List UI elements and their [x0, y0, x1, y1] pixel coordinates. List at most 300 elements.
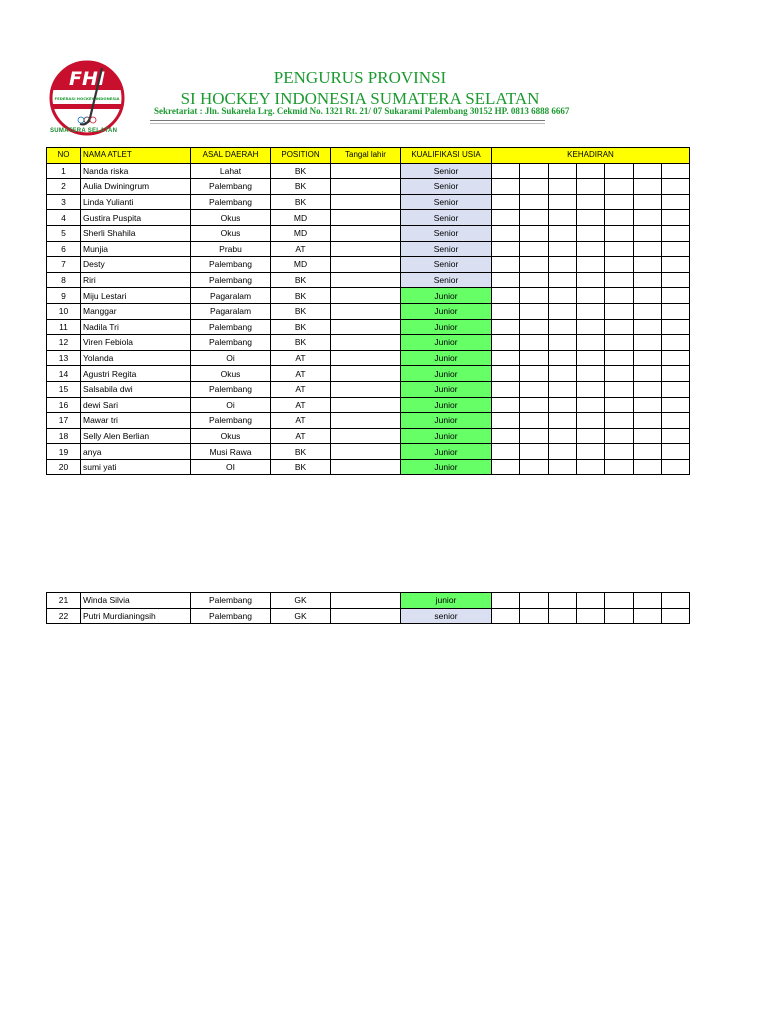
- attendance-cell: [634, 272, 662, 288]
- attendance-cell: [492, 444, 520, 460]
- attendance-cell: [520, 366, 549, 382]
- table-row: [47, 272, 690, 288]
- cell-no: 22: [47, 608, 81, 624]
- cell-name: Munjia: [81, 241, 191, 257]
- cell-position: AT: [271, 350, 331, 366]
- attendance-cell: [520, 413, 549, 429]
- cell-position: AT: [271, 397, 331, 413]
- attendance-cell: [577, 413, 605, 429]
- table-row: [47, 444, 690, 460]
- cell-category: Junior: [401, 397, 492, 413]
- attendance-cell: [492, 179, 520, 195]
- cell-dob: [331, 459, 401, 475]
- attendance-cell: [662, 428, 690, 444]
- attendance-cell: [662, 444, 690, 460]
- attendance-cell: [634, 335, 662, 351]
- cell-no: 3: [47, 194, 81, 210]
- attendance-cell: [520, 335, 549, 351]
- attendance-cell: [549, 428, 577, 444]
- attendance-cell: [634, 225, 662, 241]
- attendance-cell: [634, 179, 662, 195]
- attendance-cell: [520, 428, 549, 444]
- address-line: Sekretariat : Jln. Sukarela Lrg. Cekmid No. 1321 Rt. 21/ 07 Sukarami Palembang 30152 HP. 0813 6888 6667: [154, 106, 570, 116]
- attendance-cell: [492, 350, 520, 366]
- attendance-cell: [492, 608, 520, 624]
- attendance-cell: [605, 366, 634, 382]
- cell-origin: Palembang: [191, 257, 271, 273]
- attendance-cell: [662, 288, 690, 304]
- attendance-cell: [634, 397, 662, 413]
- attendance-cell: [634, 413, 662, 429]
- cell-position: MD: [271, 225, 331, 241]
- attendance-cell: [634, 608, 662, 624]
- cell-category: junior: [401, 593, 492, 609]
- attendance-cell: [634, 459, 662, 475]
- attendance-cell: [634, 241, 662, 257]
- cell-no: 19: [47, 444, 81, 460]
- cell-origin: Palembang: [191, 381, 271, 397]
- attendance-cell: [549, 241, 577, 257]
- cell-name: Gustira Puspita: [81, 210, 191, 226]
- attendance-cell: [605, 428, 634, 444]
- cell-name: Mawar tri: [81, 413, 191, 429]
- attendance-cell: [549, 459, 577, 475]
- cell-category: Junior: [401, 319, 492, 335]
- cell-dob: [331, 350, 401, 366]
- cell-dob: [331, 608, 401, 624]
- cell-name: Riri: [81, 272, 191, 288]
- attendance-cell: [492, 210, 520, 226]
- cell-position: BK: [271, 459, 331, 475]
- attendance-cell: [634, 257, 662, 273]
- cell-position: BK: [271, 163, 331, 179]
- table-row: [47, 163, 690, 179]
- attendance-cell: [549, 335, 577, 351]
- cell-dob: [331, 288, 401, 304]
- attendance-cell: [662, 163, 690, 179]
- cell-origin: Prabu: [191, 241, 271, 257]
- attendance-cell: [549, 303, 577, 319]
- table-row: [47, 608, 690, 624]
- attendance-cell: [520, 194, 549, 210]
- table-row: [47, 210, 690, 226]
- attendance-cell: [520, 319, 549, 335]
- table-header-row: [47, 148, 690, 164]
- attendance-cell: [549, 413, 577, 429]
- cell-origin: Okus: [191, 428, 271, 444]
- attendance-cell: [634, 194, 662, 210]
- table-row: [47, 397, 690, 413]
- col-position: POSITION: [271, 148, 331, 164]
- attendance-cell: [549, 179, 577, 195]
- attendance-cell: [605, 413, 634, 429]
- col-origin: ASAL DAERAH: [191, 148, 271, 164]
- cell-position: BK: [271, 335, 331, 351]
- attendance-cell: [520, 179, 549, 195]
- attendance-cell: [520, 303, 549, 319]
- header-divider: [150, 120, 545, 121]
- attendance-cell: [549, 257, 577, 273]
- attendance-cell: [662, 257, 690, 273]
- attendance-cell: [492, 257, 520, 273]
- attendance-cell: [605, 303, 634, 319]
- cell-no: 4: [47, 210, 81, 226]
- attendance-cell: [662, 210, 690, 226]
- table-row: [47, 335, 690, 351]
- cell-dob: [331, 257, 401, 273]
- cell-origin: Palembang: [191, 608, 271, 624]
- cell-position: BK: [271, 272, 331, 288]
- col-dob: Tangal lahir: [331, 148, 401, 164]
- attendance-cell: [492, 272, 520, 288]
- table-row: [47, 459, 690, 475]
- attendance-cell: [577, 459, 605, 475]
- cell-category: Junior: [401, 381, 492, 397]
- cell-name: Linda Yulianti: [81, 194, 191, 210]
- cell-origin: Okus: [191, 210, 271, 226]
- attendance-cell: [605, 593, 634, 609]
- cell-dob: [331, 241, 401, 257]
- cell-category: Senior: [401, 179, 492, 195]
- cell-name: dewi Sari: [81, 397, 191, 413]
- table-row: [47, 319, 690, 335]
- cell-name: Putri Murdianingsih: [81, 608, 191, 624]
- cell-dob: [331, 413, 401, 429]
- cell-name: Selly Alen Berlian: [81, 428, 191, 444]
- letterhead: [150, 68, 570, 109]
- attendance-cell: [577, 179, 605, 195]
- cell-origin: Palembang: [191, 335, 271, 351]
- attendance-cell: [549, 397, 577, 413]
- cell-no: 6: [47, 241, 81, 257]
- attendance-cell: [662, 413, 690, 429]
- table-row: [47, 194, 690, 210]
- fhi-logo: [48, 60, 126, 136]
- cell-category: Senior: [401, 225, 492, 241]
- cell-no: 11: [47, 319, 81, 335]
- cell-category: Senior: [401, 194, 492, 210]
- cell-category: Junior: [401, 366, 492, 382]
- attendance-cell: [549, 350, 577, 366]
- table-row: [47, 413, 690, 429]
- attendance-cell: [577, 319, 605, 335]
- attendance-cell: [662, 272, 690, 288]
- cell-origin: Palembang: [191, 413, 271, 429]
- cell-name: Miju Lestari: [81, 288, 191, 304]
- cell-origin: Palembang: [191, 272, 271, 288]
- attendance-cell: [605, 194, 634, 210]
- cell-name: Aulia Dwiningrum: [81, 179, 191, 195]
- attendance-cell: [605, 257, 634, 273]
- attendance-cell: [605, 288, 634, 304]
- attendance-cell: [605, 381, 634, 397]
- attendance-cell: [492, 413, 520, 429]
- attendance-cell: [492, 335, 520, 351]
- attendance-cell: [605, 225, 634, 241]
- cell-name: Sherli Shahila: [81, 225, 191, 241]
- title-line-1: PENGURUS PROVINSI: [273, 68, 447, 87]
- attendance-cell: [492, 381, 520, 397]
- attendance-cell: [605, 319, 634, 335]
- cell-category: Senior: [401, 257, 492, 273]
- attendance-cell: [662, 225, 690, 241]
- attendance-cell: [577, 210, 605, 226]
- table-row: [47, 593, 690, 609]
- col-attendance: KEHADIRAN: [492, 148, 690, 164]
- attendance-cell: [577, 397, 605, 413]
- col-name: NAMA ATLET: [81, 148, 191, 164]
- attendance-cell: [577, 288, 605, 304]
- cell-dob: [331, 366, 401, 382]
- attendance-cell: [634, 319, 662, 335]
- cell-category: Junior: [401, 303, 492, 319]
- cell-name: Agustri Regita: [81, 366, 191, 382]
- cell-no: 15: [47, 381, 81, 397]
- attendance-cell: [605, 335, 634, 351]
- cell-position: MD: [271, 257, 331, 273]
- attendance-cell: [577, 272, 605, 288]
- table-row: [47, 179, 690, 195]
- attendance-cell: [662, 397, 690, 413]
- cell-name: Viren Febiola: [81, 335, 191, 351]
- cell-name: Yolanda: [81, 350, 191, 366]
- cell-dob: [331, 444, 401, 460]
- attendance-cell: [634, 163, 662, 179]
- attendance-cell: [577, 335, 605, 351]
- attendance-cell: [662, 608, 690, 624]
- cell-name: Nanda riska: [81, 163, 191, 179]
- logo-text: FHI: [69, 68, 105, 90]
- attendance-cell: [634, 210, 662, 226]
- attendance-cell: [492, 428, 520, 444]
- attendance-cell: [577, 428, 605, 444]
- attendance-cell: [634, 288, 662, 304]
- cell-origin: Okus: [191, 366, 271, 382]
- col-category: KUALIFIKASI USIA: [401, 148, 492, 164]
- table-row: [47, 225, 690, 241]
- cell-category: Junior: [401, 428, 492, 444]
- logo-ribbon: FEDERASI HOCKEY INDONESIA: [54, 96, 120, 101]
- attendance-cell: [520, 257, 549, 273]
- attendance-cell: [549, 444, 577, 460]
- attendance-cell: [605, 397, 634, 413]
- cell-dob: [331, 319, 401, 335]
- cell-name: Manggar: [81, 303, 191, 319]
- cell-name: Winda Silvia: [81, 593, 191, 609]
- attendance-cell: [605, 459, 634, 475]
- cell-origin: Pagaralam: [191, 288, 271, 304]
- cell-dob: [331, 428, 401, 444]
- attendance-cell: [492, 397, 520, 413]
- table-row: [47, 257, 690, 273]
- attendance-cell: [520, 272, 549, 288]
- attendance-cell: [605, 444, 634, 460]
- cell-dob: [331, 593, 401, 609]
- cell-position: BK: [271, 179, 331, 195]
- attendance-cell: [549, 381, 577, 397]
- cell-name: Nadila Tri: [81, 319, 191, 335]
- attendance-cell: [634, 350, 662, 366]
- attendance-cell: [577, 350, 605, 366]
- attendance-cell: [662, 459, 690, 475]
- cell-no: 2: [47, 179, 81, 195]
- cell-category: Senior: [401, 163, 492, 179]
- attendance-cell: [577, 225, 605, 241]
- cell-dob: [331, 225, 401, 241]
- attendance-cell: [492, 593, 520, 609]
- attendance-cell: [662, 335, 690, 351]
- cell-no: 13: [47, 350, 81, 366]
- attendance-cell: [520, 210, 549, 226]
- attendance-cell: [520, 288, 549, 304]
- cell-no: 21: [47, 593, 81, 609]
- cell-dob: [331, 335, 401, 351]
- table-row: [47, 241, 690, 257]
- cell-no: 17: [47, 413, 81, 429]
- athlete-table-extra: [46, 592, 690, 624]
- attendance-cell: [605, 241, 634, 257]
- attendance-cell: [577, 241, 605, 257]
- attendance-cell: [520, 444, 549, 460]
- attendance-cell: [577, 381, 605, 397]
- attendance-cell: [549, 366, 577, 382]
- attendance-cell: [492, 288, 520, 304]
- attendance-cell: [520, 459, 549, 475]
- cell-no: 7: [47, 257, 81, 273]
- attendance-cell: [549, 272, 577, 288]
- cell-position: AT: [271, 241, 331, 257]
- attendance-cell: [634, 366, 662, 382]
- cell-dob: [331, 210, 401, 226]
- attendance-cell: [520, 225, 549, 241]
- cell-position: GK: [271, 593, 331, 609]
- cell-category: Junior: [401, 288, 492, 304]
- attendance-cell: [492, 459, 520, 475]
- attendance-cell: [492, 319, 520, 335]
- cell-category: Junior: [401, 350, 492, 366]
- table-row: [47, 350, 690, 366]
- attendance-cell: [605, 210, 634, 226]
- header-divider-2: [150, 123, 545, 124]
- table-row: [47, 288, 690, 304]
- attendance-cell: [662, 241, 690, 257]
- attendance-cell: [634, 444, 662, 460]
- attendance-cell: [492, 241, 520, 257]
- attendance-cell: [492, 303, 520, 319]
- cell-category: Senior: [401, 210, 492, 226]
- attendance-cell: [549, 608, 577, 624]
- attendance-cell: [605, 350, 634, 366]
- cell-position: BK: [271, 194, 331, 210]
- cell-category: senior: [401, 608, 492, 624]
- attendance-cell: [662, 319, 690, 335]
- attendance-cell: [577, 194, 605, 210]
- cell-origin: Oi: [191, 397, 271, 413]
- attendance-cell: [662, 194, 690, 210]
- attendance-cell: [605, 608, 634, 624]
- table-row: [47, 381, 690, 397]
- attendance-cell: [520, 163, 549, 179]
- cell-dob: [331, 163, 401, 179]
- cell-dob: [331, 272, 401, 288]
- attendance-cell: [662, 593, 690, 609]
- cell-origin: Palembang: [191, 179, 271, 195]
- cell-position: BK: [271, 303, 331, 319]
- cell-no: 5: [47, 225, 81, 241]
- cell-category: Senior: [401, 272, 492, 288]
- attendance-cell: [662, 366, 690, 382]
- cell-name: sumi yati: [81, 459, 191, 475]
- attendance-cell: [577, 257, 605, 273]
- cell-name: anya: [81, 444, 191, 460]
- cell-origin: Palembang: [191, 194, 271, 210]
- cell-dob: [331, 179, 401, 195]
- attendance-cell: [549, 593, 577, 609]
- cell-name: Salsabila dwi: [81, 381, 191, 397]
- attendance-cell: [549, 163, 577, 179]
- attendance-cell: [520, 381, 549, 397]
- cell-category: Junior: [401, 444, 492, 460]
- attendance-cell: [520, 608, 549, 624]
- attendance-cell: [492, 225, 520, 241]
- cell-position: BK: [271, 319, 331, 335]
- cell-no: 12: [47, 335, 81, 351]
- cell-category: Junior: [401, 335, 492, 351]
- attendance-cell: [662, 303, 690, 319]
- attendance-cell: [577, 444, 605, 460]
- cell-category: Junior: [401, 413, 492, 429]
- cell-origin: Palembang: [191, 319, 271, 335]
- attendance-cell: [662, 350, 690, 366]
- attendance-cell: [577, 163, 605, 179]
- cell-position: AT: [271, 413, 331, 429]
- attendance-cell: [577, 608, 605, 624]
- cell-origin: Pagaralam: [191, 303, 271, 319]
- table-row: [47, 428, 690, 444]
- cell-category: Junior: [401, 459, 492, 475]
- attendance-cell: [492, 366, 520, 382]
- attendance-cell: [520, 593, 549, 609]
- cell-category: Senior: [401, 241, 492, 257]
- cell-origin: OI: [191, 459, 271, 475]
- cell-no: 9: [47, 288, 81, 304]
- attendance-cell: [634, 428, 662, 444]
- cell-origin: Lahat: [191, 163, 271, 179]
- cell-origin: Oi: [191, 350, 271, 366]
- cell-dob: [331, 194, 401, 210]
- cell-position: AT: [271, 381, 331, 397]
- attendance-cell: [662, 179, 690, 195]
- cell-no: 10: [47, 303, 81, 319]
- logo-caption: SUMATERA SELATAN: [50, 128, 118, 134]
- cell-origin: Okus: [191, 225, 271, 241]
- attendance-cell: [549, 210, 577, 226]
- attendance-cell: [549, 225, 577, 241]
- cell-name: Desty: [81, 257, 191, 273]
- cell-position: AT: [271, 428, 331, 444]
- cell-no: 14: [47, 366, 81, 382]
- attendance-cell: [577, 366, 605, 382]
- attendance-cell: [520, 397, 549, 413]
- cell-dob: [331, 381, 401, 397]
- cell-position: BK: [271, 444, 331, 460]
- cell-origin: Musi Rawa: [191, 444, 271, 460]
- title-line-2: SI HOCKEY INDONESIA SUMATERA SELATAN: [180, 89, 540, 108]
- attendance-cell: [662, 381, 690, 397]
- attendance-cell: [520, 241, 549, 257]
- attendance-cell: [605, 272, 634, 288]
- cell-dob: [331, 397, 401, 413]
